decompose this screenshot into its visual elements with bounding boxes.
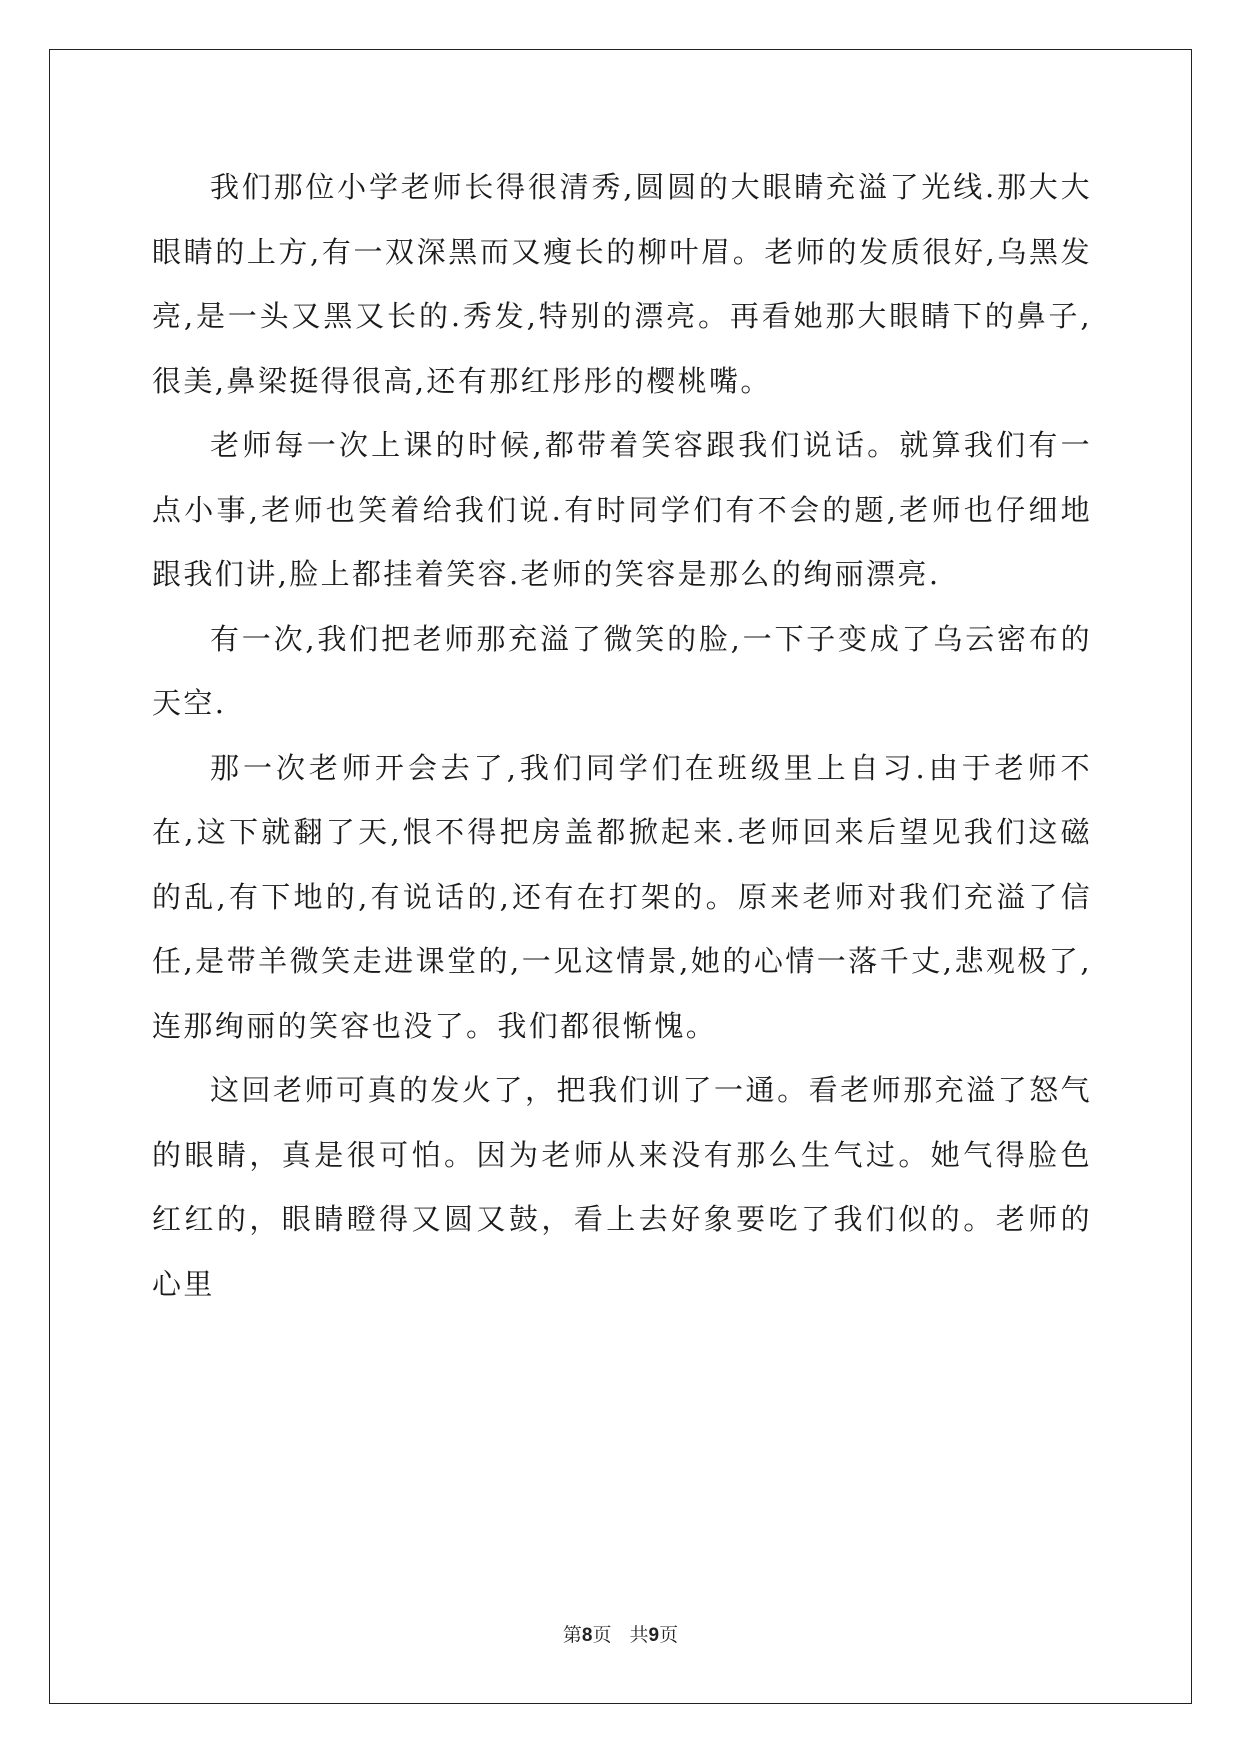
page-footer [0, 1620, 1241, 1647]
paragraph-2: 老师每一次上课的时候,都带着笑容跟我们说话。就算我们有一点小事,老师也笑着给我们说.有时同学们有不会的题,老师也仔细地跟我们讲,脸上都挂着笑容.老师的笑容是那么的绚丽漂亮. [152, 428, 1092, 591]
page-current: 8 [581, 1625, 593, 1646]
paragraph-4: 那一次老师开会去了,我们同学们在班级里上自习.由于老师不在,这下就翻了天,恨不得把房盖都掀起来.老师回来后望见我们这磁的乱,有下地的,有说话的,还有在打架的。原来老师对我们充溢了信任,是带羊微笑走进课堂的,一见这情景,她的心情一落千丈,悲观极了,连那绚丽的笑容也没了。我们都很惭愧。 [152, 750, 1092, 1043]
total-prefix: 共 [629, 1624, 649, 1646]
page-total: 9 [648, 1625, 660, 1646]
page-suffix: 页 [592, 1624, 612, 1646]
paragraph-3: 有一次,我们把老师那充溢了微笑的脸,一下子变成了乌云密布的天空. [152, 621, 1092, 720]
document-body [152, 155, 1092, 1316]
page-prefix: 第 [562, 1624, 582, 1646]
paragraph-1: 我们那位小学老师长得很清秀,圆圆的大眼睛充溢了光线.那大大眼睛的上方,有一双深黑而又瘦长的柳叶眉。老师的发质很好,乌黑发亮,是一头又黑又长的.秀发,特别的漂亮。再看她那大眼睛下的鼻子,很美,鼻梁挺得很高,还有那红彤彤的樱桃嘴。 [152, 170, 1092, 398]
paragraph-5: 这回老师可真的发火了，把我们训了一通。看老师那充溢了怒气的眼睛，真是很可怕。因为老师从来没有那么生气过。她气得脸色红红的，眼睛瞪得又圆又鼓，看上去好象要吃了我们似的。老师的心里 [152, 1073, 1092, 1301]
total-suffix: 页 [659, 1624, 679, 1646]
